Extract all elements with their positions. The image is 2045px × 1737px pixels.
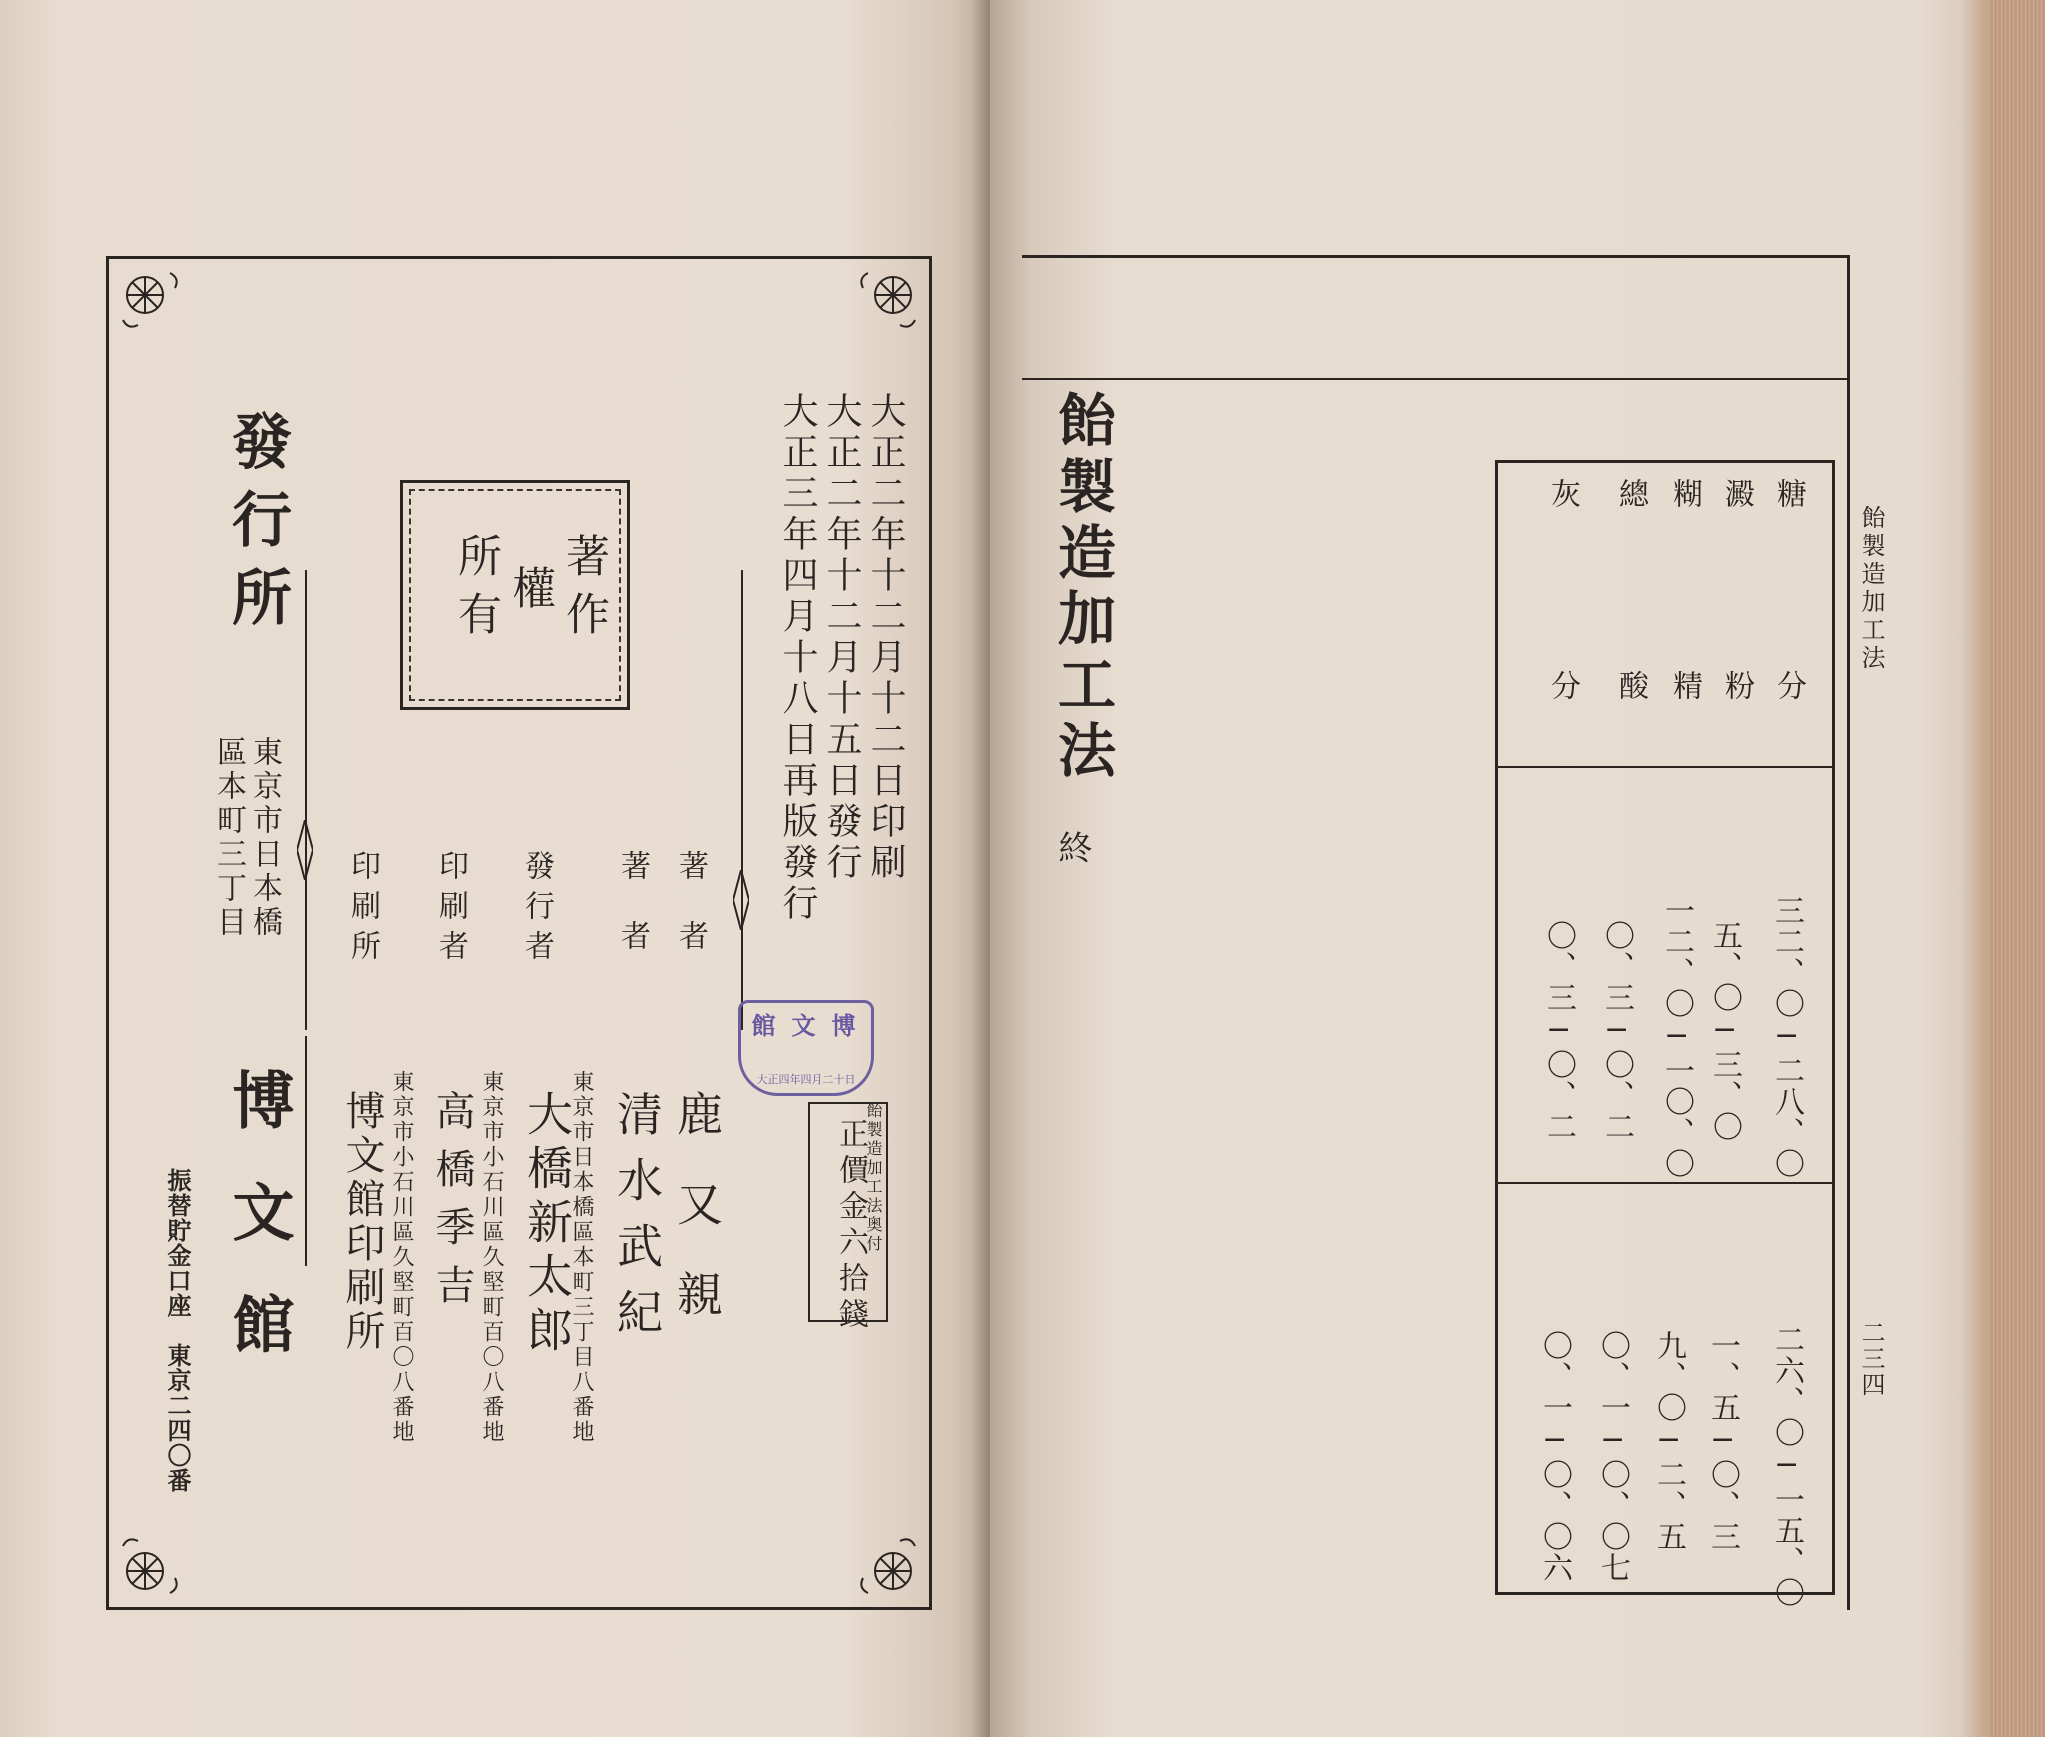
publisher-address-2: 區本町三丁目 xyxy=(211,736,246,940)
copyright-line-1: 著作 xyxy=(558,533,609,649)
table-cell: 〇、一─〇、〇七 xyxy=(1595,1330,1630,1583)
credit-role-author-2: 著者 xyxy=(615,850,650,990)
corner-ornament-icon xyxy=(115,265,185,335)
diamond-ornament-icon xyxy=(733,870,749,930)
table-cell: 三二、〇─二八、〇 xyxy=(1769,895,1804,1179)
header-rule xyxy=(1022,378,1848,380)
divider-rule xyxy=(305,570,307,1030)
seal-date: 大正四年四月二十日 xyxy=(756,1073,856,1086)
divider-rule xyxy=(305,1036,307,1266)
credit-address-printer: 東京市小石川區久堅町百〇八番地 xyxy=(389,1070,414,1445)
credit-address-publisher: 東京市小石川區久堅町百〇八番地 xyxy=(479,1070,504,1445)
divider-rule xyxy=(741,570,743,1030)
library-seal xyxy=(738,1000,874,1096)
left-page xyxy=(0,0,990,1737)
corner-ornament-icon xyxy=(853,1531,923,1601)
credit-name-publisher: 大橋新太郎 xyxy=(520,1090,574,1360)
table-header-text: 灰分 xyxy=(1545,478,1580,862)
page-edges xyxy=(1990,0,2045,1737)
seal-char: 文 xyxy=(787,1013,816,1037)
credit-address-author: 東京市日本橋區本町三丁目八番地 xyxy=(569,1070,594,1445)
copyright-box xyxy=(400,480,630,710)
table-rule xyxy=(1495,1182,1835,1184)
price-slip-title: 飴製造加工法奥付 xyxy=(864,1102,883,1254)
table-header xyxy=(1662,478,1706,862)
credit-name-author-2: 清水武紀 xyxy=(610,1090,664,1354)
seal-char: 博 xyxy=(827,1013,856,1037)
publisher-name: 博文館 xyxy=(222,1068,295,1404)
table-cell: 〇、三─〇、二 xyxy=(1541,920,1576,1142)
table-cell: 一二、〇─一〇、〇 xyxy=(1659,895,1694,1179)
reprint-date: 大正三年四月十八日再版發行 xyxy=(777,392,818,925)
credit-role-printshop: 印刷所 xyxy=(345,850,380,970)
table-cell: 二六、〇─一五、〇 xyxy=(1769,1324,1804,1608)
publisher-address-1: 東京市日本橋 xyxy=(247,736,282,940)
credit-role-publisher: 發行者 xyxy=(519,850,554,970)
credit-role-author-1: 著者 xyxy=(673,850,708,990)
print-date: 大正二年十二月十二日印刷 xyxy=(865,392,906,884)
publish-date: 大正二年十二月十五日發行 xyxy=(821,392,862,884)
table-cell: 九、〇─二、五 xyxy=(1651,1330,1686,1552)
table-cell: 〇、一─〇、〇六 xyxy=(1537,1330,1572,1583)
credit-name-author-1: 鹿又親 xyxy=(670,1090,724,1360)
table-header xyxy=(1540,478,1584,862)
diamond-ornament-icon xyxy=(297,820,313,880)
table-cell: 一、五─〇、三 xyxy=(1705,1330,1740,1552)
corner-ornament-icon xyxy=(853,265,923,335)
credit-name-printer: 高橋季吉 xyxy=(429,1090,475,1322)
copyright-line-3: 所有 xyxy=(450,533,501,649)
table-header xyxy=(1608,478,1652,862)
table-cell: 〇、三─〇、二 xyxy=(1599,920,1634,1142)
price-box xyxy=(808,1102,888,1334)
seal-char: 館 xyxy=(747,1013,776,1037)
credit-name-printshop: 博文館印刷所 xyxy=(339,1090,385,1354)
page-number: 二三四 xyxy=(1857,1320,1885,1398)
copyright-line-2: 權 xyxy=(504,565,555,609)
table-header-text: 糖分 xyxy=(1771,478,1806,862)
table-header xyxy=(1766,478,1810,862)
table-header xyxy=(1714,478,1758,862)
table-header-text: 總酸 xyxy=(1613,478,1648,862)
running-head: 飴製造加工法 xyxy=(1857,505,1885,673)
table-header-text: 澱粉 xyxy=(1719,478,1754,862)
postal-account: 振替貯金口座 東京二四〇番 xyxy=(163,1168,192,1493)
corner-ornament-icon xyxy=(115,1531,185,1601)
table-header-text: 糊精 xyxy=(1667,478,1702,862)
book-title: 飴製造加工法 xyxy=(1048,390,1116,786)
publisher-heading: 發行所 xyxy=(222,410,292,644)
table-cell: 五、〇─三、〇 xyxy=(1707,920,1742,1142)
end-mark: 終 xyxy=(1052,830,1092,864)
price: 正價金六拾錢 xyxy=(833,1118,868,1334)
credit-role-printer: 印刷者 xyxy=(433,850,468,970)
